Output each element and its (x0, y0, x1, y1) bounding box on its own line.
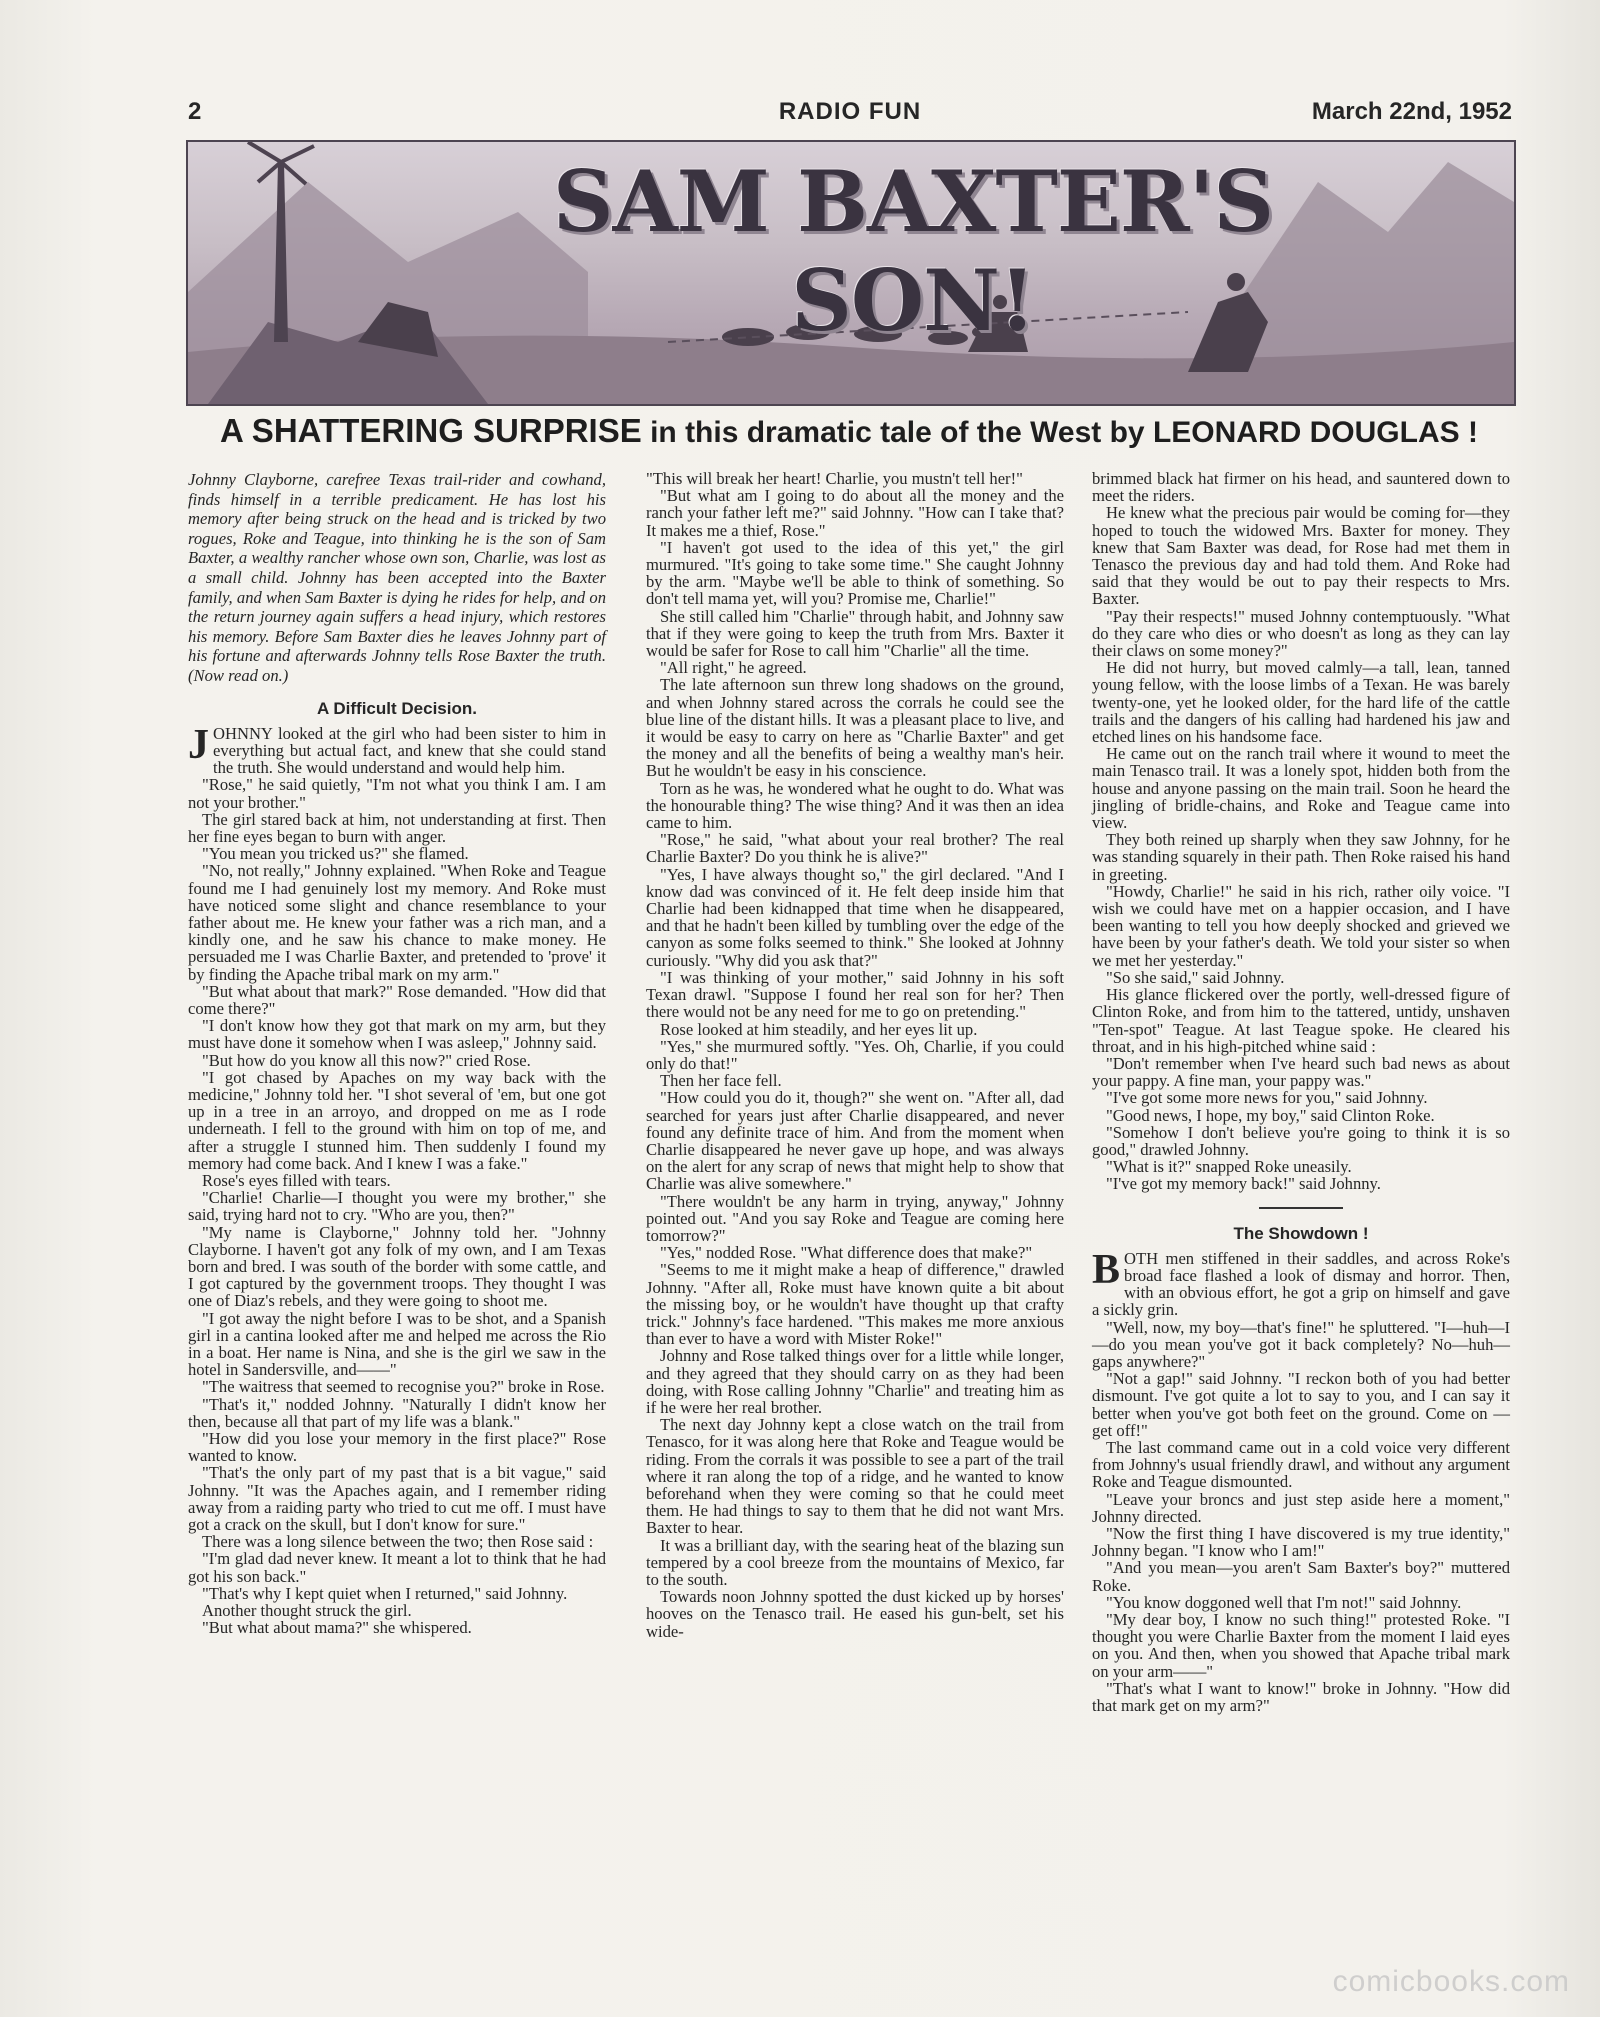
paragraph: "Yes, I have always thought so," the girl declared. "And I know dad was convinced of it. He felt deep inside him that Charlie had been kidnapped that time when he disappeared, and that he hadn't been killed by tumbling over the edge of the canyon as some folks seemed to think." She looked at Johnny curiously. "Why did you ask that?" (646, 864, 1064, 970)
paragraph: "Yes," nodded Rose. "What difference does that make?" (660, 1243, 1033, 1263)
paragraph: "I got away the night before I was to be shot, and a Spanish girl in a cantina looked after me and helped me across the Rio in a boat. Her name is Nina, and she is the girl we saw in the hotel in Sandersville, and——" (188, 1308, 606, 1380)
section-heading-decision: A Difficult Decision. (317, 698, 477, 718)
paragraph: "Don't remember when I've heard such bad news as about your pappy. A fine man, your pappy was." (1092, 1053, 1510, 1091)
section-heading-showdown: The Showdown ! (1233, 1223, 1369, 1243)
paragraph: "I've got my memory back!" said Johnny. (1106, 1174, 1381, 1194)
paragraph: "That's it," nodded Johnny. "Naturally I didn't know her then, because all that part of my life was a blank." (188, 1394, 606, 1431)
paragraph: "Good news, I hope, my boy," said Clinton Roke. (1106, 1105, 1435, 1125)
paragraph: "That's the only part of my past that is a bit vague," said Johnny. "It was the Apaches again, and I remember riding away from a raiding party who tried to cut me off. I must have got a crack on the skull, but I don't know for sure." (188, 1463, 606, 1535)
section-opening-paragraph (188, 721, 606, 778)
paragraph: "I'm glad dad never knew. It meant a lot to think that he had got his son back." (188, 1549, 606, 1586)
paragraph: "But what am I going to do about all the money and the ranch your father left me?" said Johnny. "How can I take that? It makes me a thief, Rose." (646, 486, 1064, 540)
page-number: 2 (188, 98, 202, 125)
subheading-byline: in this dramatic tale of the West by LEONARD DOUGLAS ! (641, 416, 1478, 449)
paragraph: The girl stared back at him, not understanding at first. Then her fine eyes began to burn with anger. (188, 809, 606, 846)
paragraph: "But what about mama?" she whispered. (202, 1618, 472, 1638)
paragraph: "Now the first thing I have discovered is my true identity," Johnny began. "I know who I am!" (1092, 1523, 1510, 1561)
paragraph: "All right," he agreed. (660, 658, 807, 678)
paragraph: "That's what I want to know!" broke in Johnny. "How did that mark get on my arm?" (1092, 1678, 1510, 1716)
column-2 (646, 470, 1064, 1640)
paragraph: "The waitress that seemed to recognise you?" broke in Rose. (202, 1377, 605, 1397)
opening-text: OTH men stiffened in their saddles, and across Roke's broad face flashed a look of dismay and horror. Then, with an obvious effort, he got a grip on himself and gave a sickly grin. (1092, 1248, 1510, 1320)
paragraph: "Yes," she murmured softly. "Yes. Oh, Charlie, if you could only do that!" (646, 1036, 1064, 1073)
paragraph: "I got chased by Apaches on my way back with the medicine," Johnny told her. "I shot several of 'em, but one got up in a tree in an arroyo, and dropped on me as I rode underneath. I fell to the ground with him on top of me, and after a struggle I stunned him. Then suddenly I found my memory had come back. And I knew I was a fake." (188, 1067, 606, 1173)
paragraph: "That's why I kept quiet when I returned," said Johnny. (202, 1583, 568, 1603)
paragraph: "But what about that mark?" Rose demanded. "How did that come there?" (188, 981, 606, 1018)
paragraph: "You know doggoned well that I'm not!" said Johnny. (1106, 1592, 1462, 1612)
paragraph: Towards noon Johnny spotted the dust kicked up by horses' hooves on the Tenasco trail. He eased his gun-belt, set his wide- (646, 1587, 1064, 1641)
paragraph: "What is it?" snapped Roke uneasily. (1106, 1157, 1352, 1177)
paragraph: "Seems to me it might make a heap of difference," drawled Johnny. "After all, Roke must have known quite a bit about the missing boy, or he wouldn't have thought up that crafty trick." Johnny's face hardened. "This makes me more anxious than ever to have a word with Mister Roke!" (646, 1260, 1064, 1349)
paragraph: "This will break her heart! Charlie, you mustn't tell her!" (646, 469, 1023, 488)
paragraph: "I was thinking of your mother," said Johnny in his soft Texan drawl. "Suppose I found her real son for her? Then there would not be any need for me to go on pretending." (646, 967, 1064, 1022)
paragraph: He did not hurry, but moved calmly—a tall, lean, tanned young fellow, with the loose limbs of a Texan. He was barely twenty-one, yet he looked older, for the hard life of the cattle trails and the dangers of his calling had hardened his jaw and etched lines on his handsome face. (1092, 658, 1510, 747)
paragraph: "I've got some more news for you," said Johnny. (1106, 1088, 1428, 1108)
drop-cap: B (1092, 1246, 1121, 1293)
story-banner (186, 140, 1516, 406)
paragraph: "Pay their respects!" mused Johnny contemptuously. "What do they care who dies or who doesn't as long as they can lay their claws on some money?" (1092, 606, 1510, 661)
section-divider (1259, 1207, 1343, 1209)
paragraph: The last command came out in a cold voice very different from Johnny's usual friendly drawl, and without any argument Roke and Teague dismounted. (1092, 1437, 1510, 1492)
paragraph: "How did you lose your memory in the first place?" Rose wanted to know. (188, 1429, 606, 1466)
paragraph: They both reined up sharply when they saw Johnny, for he was standing squarely in their path. Then Roke raised his hand in greeting. (1092, 830, 1510, 884)
story-title: SAM BAXTER'S SON! (552, 152, 1274, 350)
paragraph: "I haven't got used to the idea of this yet," the girl murmured. "It's going to take some time." She caught Johnny by the arm. "Maybe we'll be able to think of something. So don't tell mama yet, will you? Promise me, Charlie!" (646, 537, 1064, 609)
paragraph: Rose's eyes filled with tears. (202, 1171, 391, 1191)
story-subheading (186, 412, 1512, 450)
paragraph: He came out on the ranch trail where it wound to meet the main Tenasco trail. It was a lonely spot, hidden both from the house and anyone passing on the main trail. Soon he heard the jingling of bridle-chains, and Roke and Teague came into view. (1092, 744, 1510, 833)
paragraph: She still called him "Charlie" through habit, and Johnny saw that if they were going to keep the truth from Mrs. Baxter it would be safer for Rose to call him "Charlie" all the time. (646, 606, 1064, 661)
paragraph: "I don't know how they got that mark on my arm, but they must have done it somehow when I was asleep," Johnny said. (188, 1016, 606, 1053)
watermark: comicbooks.com (1332, 1965, 1570, 1998)
paragraph: "Rose," he said quietly, "I'm not what you think I am. I am not your brother." (188, 775, 606, 812)
drop-cap: J (188, 721, 209, 768)
opening-text: OHNNY looked at the girl who had been sister to him in everything but actual fact, and knew that she could stand the truth. She would understand and would help him. (213, 723, 606, 778)
paragraph: "Well, now, my boy—that's fine!" he spluttered. "I—huh—I—do you mean you've got it back completely? No—huh—gaps anywhere?" (1092, 1317, 1510, 1371)
paragraph: The next day Johnny kept a close watch on the trail from Tenasco, for it was along here that Roke and Teague would be riding. From the corrals it was possible to see a part of the trail where it ran along the top of a ridge, and he wanted to know beforehand when they were coming so that he could meet them. He had things to say to them that he did not want Mrs. Baxter to hear. (646, 1415, 1064, 1538)
paragraph: "And you mean—you aren't Sam Baxter's boy?" muttered Roke. (1092, 1558, 1510, 1595)
paragraph: "So she said," said Johnny. (1106, 967, 1285, 987)
paragraph: There was a long silence between the two; then Rose said : (202, 1532, 594, 1552)
paragraph: "Leave your broncs and just step aside here a moment," Johnny directed. (1092, 1489, 1510, 1526)
paragraph: brimmed black hat firmer on his head, and sauntered down to meet the riders. (1092, 469, 1510, 506)
paragraph: "But how do you know all this now?" cried Rose. (202, 1050, 531, 1070)
paragraph: "My dear boy, I know no such thing!" protested Roke. "I thought you were Charlie Baxter from the moment I laid eyes on you. And then, when you showed that Apache tribal mark on your arm——" (1092, 1610, 1510, 1681)
paragraph: He knew what the precious pair would be coming for—they hoped to touch the widowed Mrs. Baxter for money. They knew that Sam Baxter was dead, for Rose had met them in Tenasco the previous day and had told them. And Roke had said that they would be out to pay their respects to Mrs. Baxter. (1092, 503, 1510, 609)
paragraph: It was a brilliant day, with the searing heat of the blazing sun tempered by a cool breeze from the mountains of Mexico, far to the south. (646, 1535, 1064, 1589)
subheading-lead: A SHATTERING SURPRISE (220, 412, 642, 449)
paragraph: "You mean you tricked us?" she flamed. (202, 844, 469, 864)
story-synopsis: Johnny Clayborne, carefree Texas trail-rider and cowhand, finds himself in a terrible predicament. He has lost his memory after being struck on the head and is tricked by two rogues, Roke and Teague, into thinking he is the son of Sam Baxter, a wealthy rancher whose own son, Charlie, was lost as a small child. Johnny has been accepted into the Baxter family, and when Sam Baxter is dying he rides for help, and on the return journey again suffers a head injury, which restores his memory. Before Sam Baxter dies he leaves Johnny part of his fortune and afterwards Johnny tells Rose Baxter the truth. (Now read on.) (188, 470, 606, 685)
paragraph: Torn as he was, he wondered what he ought to do. What was the honourable thing? The wise thing? And it was then an idea came to him. (646, 778, 1064, 833)
paragraph: Johnny and Rose talked things over for a little while longer, and they agreed that they should carry on as they had been doing, with Rose calling Johnny "Charlie" and treating him as if he were her real brother. (646, 1346, 1064, 1417)
issue-date: March 22nd, 1952 (1311, 98, 1512, 125)
paragraph: "Charlie! Charlie—I thought you were my brother," she said, trying hard not to cry. "Who are you, then?" (188, 1188, 606, 1225)
paragraph: "Howdy, Charlie!" he said in his rich, rather oily voice. "I wish we could have met on a happier occasion, and I have been wanting to tell you how deeply shocked and grieved we have been by your father's death. We told your sister so when we met her yesterday." (1092, 881, 1510, 970)
paragraph: "There wouldn't be any harm in trying, anyway," Johnny pointed out. "And you say Roke and Teague are coming here tomorrow?" (646, 1191, 1064, 1245)
paragraph: Rose looked at him steadily, and her eyes lit up. (660, 1019, 978, 1039)
paragraph: "Not a gap!" said Johnny. "I reckon both of you had better dismount. I've got quite a lot to say to you, and I can say it better when you've got both feet on the ground. Come on —get off!" (1092, 1369, 1510, 1440)
paragraph: "My name is Clayborne," Johnny told her. "Johnny Clayborne. I haven't got any folk of my own, and I am Texas born and bred. I was south of the border with some cattle, and I got captured by the government troops. They thought I was one of Diaz's rebels, and they were going to shoot me. (188, 1222, 606, 1311)
paragraph: "How could you do it, though?" she went on. "After all, dad searched for years just after Charlie disappeared, and never found any definite trace of him. And from the moment when Charlie disappeared he never gave up hope, and was always on the alert for any scrap of news that might help to show that Charlie was alive somewhere." (646, 1088, 1064, 1194)
paragraph: "Rose," he said, "what about your real brother? The real Charlie Baxter? Do you think he is alive?" (646, 830, 1064, 867)
paragraph: "Somehow I don't believe you're going to think it is so good," drawled Johnny. (1092, 1122, 1510, 1159)
paragraph: Then her face fell. (660, 1071, 782, 1091)
page-header (180, 92, 1520, 132)
paragraph: The late afternoon sun threw long shadows on the ground, and when Johnny stared across the corrals he could see the blue line of the distant hills. It was a pleasant place to live, and it would be easy to carry on here as "Charlie Baxter" and get the money and all the benefits of being a wealthy man's heir. But he wouldn't be easy in his conscience. (646, 675, 1064, 781)
section-opening-paragraph (1092, 1246, 1510, 1320)
column-3 (1092, 470, 1510, 1714)
magazine-title: RADIO FUN (778, 98, 922, 125)
paragraph: "No, not really," Johnny explained. "When Roke and Teague found me I had genuinely lost my memory. And Roke must have noticed some slight and chance resemblance to your father about me. He knew your father was a rich man, and a kindly one, and he saw his chance to make money. He persuaded me I was Charlie Baxter, and pretended to 'prove' it by finding the Apache tribal mark on my arm." (188, 861, 606, 984)
column-1 (188, 470, 606, 1637)
paragraph: His glance flickered over the portly, well-dressed figure of Clinton Roke, and from him to the tattered, untidy, unshaven "Ten-spot" Teague. At last Teague spoke. He cleared his throat, and in his high-pitched whine said : (1092, 985, 1510, 1056)
paragraph: Another thought struck the girl. (202, 1601, 412, 1621)
